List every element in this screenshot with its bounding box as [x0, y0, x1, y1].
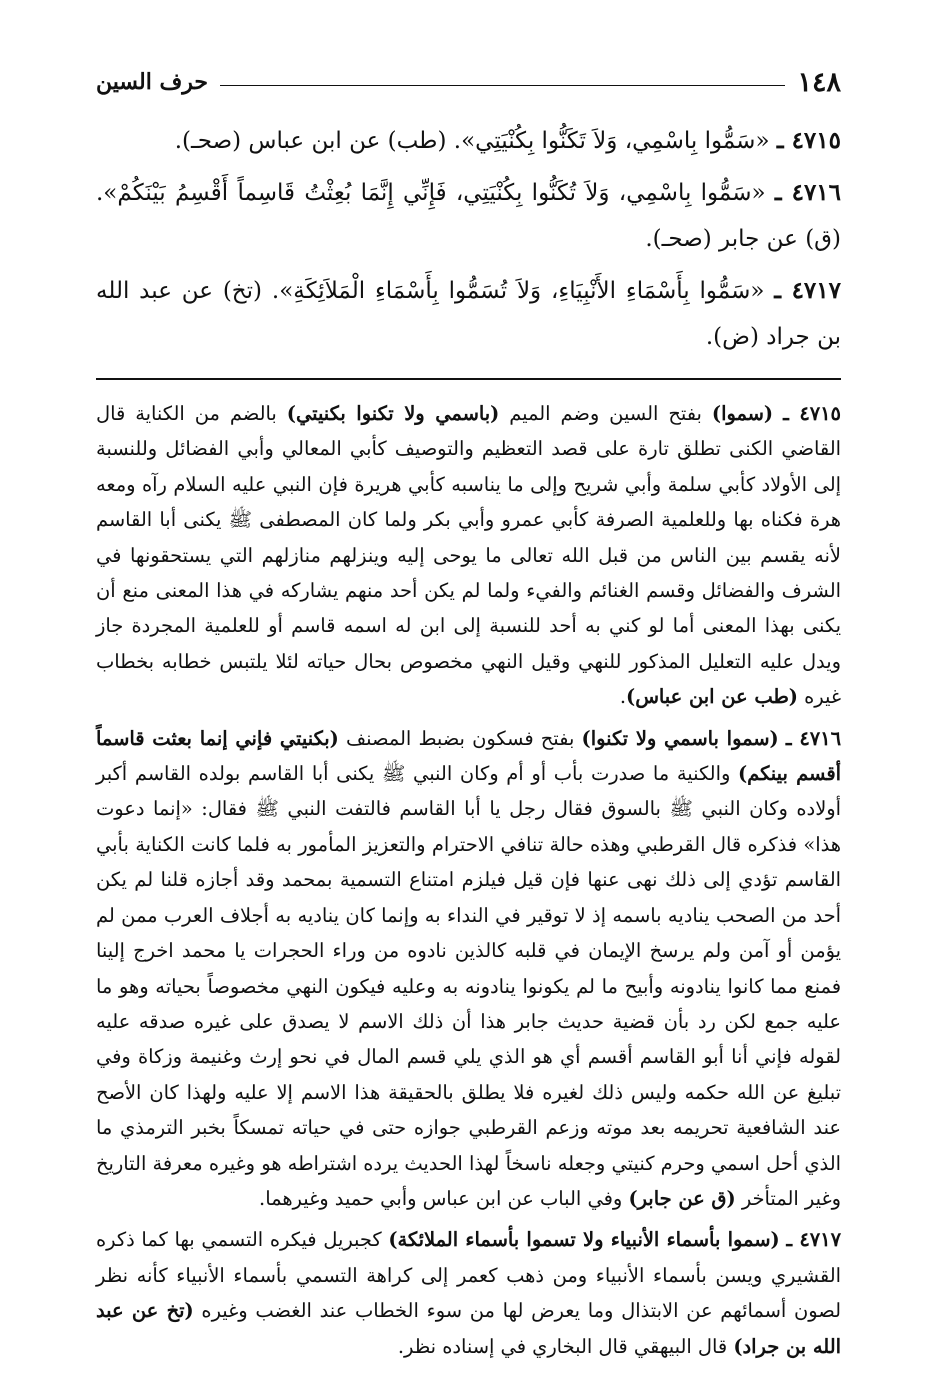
commentary-4715: [96, 396, 841, 715]
commentary-number: ٤٧١٥ ـ: [783, 402, 841, 425]
commentary-segment: (باسمي ولا تكنوا بكنيتي): [286, 402, 500, 425]
commentary-segment: (سموا باسمي ولا تكنوا): [581, 726, 779, 750]
section-divider: [96, 378, 841, 380]
commentary-segment: (ق عن جابر): [628, 1186, 736, 1210]
commentary-segment: بفتح فسكون بضبط المصنف: [338, 726, 582, 750]
hadith-number: ٤٧١٧ ـ: [774, 277, 841, 304]
commentary-number: ٤٧١٦ ـ: [785, 726, 842, 750]
hadith-source: (تخ) عن عبد الله بن جراد (ض).: [96, 278, 841, 350]
hadith-source: (طب) عن ابن عباس (صحـ).: [174, 128, 447, 154]
commentary-segment: (طب عن ابن عباس): [626, 685, 798, 709]
hadith-number: ٤٧١٥ ـ: [776, 127, 841, 154]
hadith-text: «سَمُّوا بِاسْمِي، وَلاَ تُكَنُّوا بِكُنْيَتِي، فَإِنِّي إِنَّمَا بُعِثْتُ قَاسِماً أَقْسِمُ بَيْنَكُمْ».: [96, 180, 766, 206]
hadith-text: «سَمُّوا بِأَسْمَاءِ الأَنْبِيَاءِ، وَلاَ تُسَمُّوا بِأَسْمَاءِ الْمَلاَئِكَةِ».: [271, 278, 765, 304]
hadith-4717: [96, 268, 841, 360]
commentary-4716: [96, 721, 841, 1217]
page-number: ١٤٨: [797, 66, 841, 98]
commentary-segment: (تخ عن عبد الله بن جراد): [96, 1299, 841, 1358]
commentary: [96, 396, 841, 1364]
running-header: [96, 60, 841, 104]
hadith-4716: [96, 170, 841, 262]
commentary-number: ٤٧١٧ ـ: [786, 1228, 842, 1252]
hadith-4715: [96, 118, 841, 164]
hadith-list: [96, 118, 841, 360]
chapter-title: حرف السين: [96, 69, 209, 95]
hadith-number: ٤٧١٦ ـ: [774, 179, 842, 206]
commentary-segment: بفتح السين وضم الميم: [499, 402, 712, 425]
commentary-4717: [96, 1222, 841, 1364]
commentary-segment: قال البيهقي قال البخاري في إسناده نظر.: [397, 1334, 734, 1358]
commentary-segment: والكنية ما صدرت بأب أو أم وكان النبي ﷺ يكنى أبا القاسم بولده القاسم أكبر أولاده وكان النبي ﷺ بالسوق فقال رجل يا أبا القاسم فالتفت النبي ﷺ فقال: «إنما دعوت هذا» فذكره قال القرطبي وهذه حالة تنافي الاحترام والتعزيز المأمور به فلما كانت الكناية بأبي القاسم تؤدي إلى ذلك نهى عنها فإن قيل فيلزم امتناع التسمية بمحمد وقد أجازه قلنا لم يكن أحد من الصحب يناديه باسمه إذ لا توقير في النداء به وإنما كان يناديه به أجلاف العرب ممن لم يؤمن أو آمن ولم يرسخ الإيمان في قلبه كالذين نادوه من وراء الحجرات يا محمد اخرج إلينا فمنع مما كانوا ينادونه وأبيح ما لم يكونوا ينادونه به وعليه فيكون النهي مخصوصاً بحياته وهو ما عليه جمع لكن رد بأن قضية حديث جابر هذا أن ذلك الاسم لا يصدق على غيره صدقه عليه لقوله فإني أنا أبو القاسم أقسم أي هو الذي يلي قسم المال في نحو إرث وغنيمة وزكاة وفي تبليغ عن الله حكمه وليس ذلك لغيره فلا يطلق بالحقيقة هذا الاسم إلا عليه ولهذا كان الأصح عند الشافعية تحريمه بعد موته وزعم القرطبي جوازه حتى في حياته تمسكاً بخبر الترمذي ما الذي أحل اسمي وحرم كنيتي وجعله ناسخاً لهذا الحديث يرده اشتراطه هو وغيره معرفة التاريخ وغير المتأخر: [96, 762, 841, 1210]
header-rule: [220, 85, 785, 86]
commentary-segment: بالضم من الكناية قال القاضي الكنى تطلق تارة على قصد التعظيم والتوصيف كأبي المعالي وأبي الفضائل وللنسبة إلى الأولاد كأبي سلمة وأبي شريح وإلى ما يناسبه كأبي هريرة فإن النبي عليه السلام رآه ومعه هرة فكناه بها وللعلمية الصرفة كأبي عمرو وأبي بكر ولما كان المصطفى ﷺ يكنى أبا القاسم لأنه يقسم بين الناس من قبل الله تعالى ما يوحى إليه وينزلهم منازلهم التي يستحقونها في الشرف والفضائل وقسم الغنائم والفيء ولما لم يكن أحد منهم يشاركه في هذا المعنى منع أن يكنى بهذا المعنى أما لو كني به أحد للنسبة إلى ابن له اسمه قاسم أو للعلمية المجردة جاز ويدل عليه التعليل المذكور للنهي وقيل النهي مخصوص بحال حياته لئلا يلتبس خطابه بخطاب غيره: [96, 402, 841, 709]
commentary-segment: كجبريل فيكره التسمي بها كما ذكره القشيري ويسن بأسماء الأنبياء ومن ذهب كعمر إلى كراهة التسمي بأسماء الأنبياء كأنه نظر لصون أسمائهم عن الابتذال وما يعرض لها من سوء الخطاب عند الغضب وغيره: [96, 1228, 841, 1323]
book-page: [96, 60, 841, 1370]
hadith-text: «سَمُّوا بِاسْمِي، وَلاَ تَكَنُّوا بِكُنْيَتِي».: [453, 128, 770, 154]
commentary-segment: (سموا بأسماء الأنبياء ولا تسموا بأسماء الملائكة): [388, 1228, 780, 1252]
commentary-segment: .: [619, 685, 627, 709]
hadith-source: (ق) عن جابر (صحـ).: [645, 226, 841, 252]
commentary-segment: (بكنيتي فإني إنما بعثت قاسماً أقسم بينكم): [96, 726, 841, 786]
commentary-segment: (سموا): [711, 402, 774, 425]
commentary-segment: وفي الباب عن ابن عباس وأبي حميد وغيرهما.: [259, 1186, 629, 1210]
